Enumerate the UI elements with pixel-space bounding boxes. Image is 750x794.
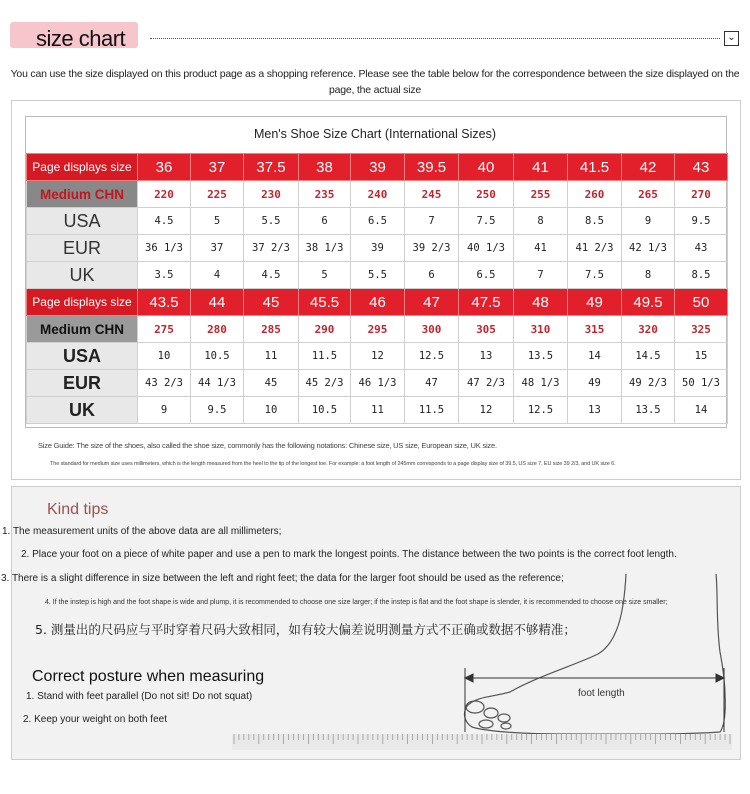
size-cell: 6: [299, 208, 351, 235]
size-cell: 230: [244, 181, 299, 208]
size-cell: 37.5: [244, 154, 299, 181]
tip-3: 3. There is a slight difference in size between the left and right feet; the data for the larger foot should be used as the reference;: [1, 573, 564, 584]
size-cell: 13.5: [622, 397, 675, 424]
size-cell: 10.5: [191, 343, 244, 370]
size-cell: 11.5: [299, 343, 351, 370]
size-cell: 42: [622, 154, 675, 181]
size-cell: 36 1/3: [138, 235, 191, 262]
size-cell: 45: [244, 370, 299, 397]
size-cell: 43.5: [138, 289, 191, 316]
tip-1: 1. The measurement units of the above data are all millimeters;: [2, 526, 282, 537]
size-cell: 250: [459, 181, 514, 208]
chn-size-row: [27, 316, 728, 343]
size-cell: 240: [351, 181, 405, 208]
dropdown-toggle[interactable]: [724, 31, 739, 46]
size-cell: 38: [299, 154, 351, 181]
size-cell: 41: [514, 154, 568, 181]
size-cell: 39: [351, 235, 405, 262]
ruler-graphic: [232, 734, 732, 750]
size-cell: 310: [514, 316, 568, 343]
size-cell: 48: [514, 289, 568, 316]
size-cell: 9: [622, 208, 675, 235]
size-cell: 10: [244, 397, 299, 424]
size-cell: 15: [675, 343, 728, 370]
row-label: EUR: [27, 370, 138, 397]
size-cell: 7.5: [568, 262, 622, 289]
uk-size-row: [27, 397, 728, 424]
size-cell: 47 2/3: [459, 370, 514, 397]
size-cell: 40 1/3: [459, 235, 514, 262]
size-cell: 12.5: [405, 343, 459, 370]
size-cell: 40: [459, 154, 514, 181]
size-cell: 8.5: [568, 208, 622, 235]
size-cell: 8: [514, 208, 568, 235]
posture-2: 2. Keep your weight on both feet: [23, 714, 167, 725]
foot-outline-icon: [465, 574, 726, 734]
size-cell: 11: [244, 343, 299, 370]
size-cell: 10: [138, 343, 191, 370]
size-cell: 44 1/3: [191, 370, 244, 397]
size-cell: 47.5: [459, 289, 514, 316]
size-cell: 12: [459, 397, 514, 424]
size-cell: 45 2/3: [299, 370, 351, 397]
size-cell: 43 2/3: [138, 370, 191, 397]
size-cell: 245: [405, 181, 459, 208]
row-label: Medium CHN: [27, 181, 138, 208]
size-cell: 44: [191, 289, 244, 316]
size-cell: 7: [514, 262, 568, 289]
size-cell: 49: [568, 370, 622, 397]
size-cell: 8: [622, 262, 675, 289]
row-label: USA: [27, 208, 138, 235]
usa-size-row: [27, 343, 728, 370]
tip-2: 2. Place your foot on a piece of white paper and use a pen to mark the longest points. The distance between the two points is the correct foot length.: [21, 549, 677, 560]
size-cell: 325: [675, 316, 728, 343]
eur-size-row: [27, 370, 728, 397]
foot-measure-diagram: [458, 572, 738, 754]
size-cell: 11: [351, 397, 405, 424]
size-cell: 9.5: [191, 397, 244, 424]
size-cell: 37: [191, 154, 244, 181]
size-cell: 39: [351, 154, 405, 181]
tips-heading: Kind tips: [47, 501, 109, 518]
tip-4: 4. If the instep is high and the foot shape is wide and plump, it is recommended to choose one size larger; if the instep is flat and the foot shape is slender, it is recommended to choose one size smaller;: [45, 599, 668, 606]
size-cell: 265: [622, 181, 675, 208]
chn-size-row: [27, 181, 728, 208]
chevron-down-icon: ⌄: [727, 32, 736, 43]
size-cell: 47: [405, 370, 459, 397]
size-cell: 7.5: [459, 208, 514, 235]
size-cell: 280: [191, 316, 244, 343]
page-title: size chart: [36, 26, 126, 51]
row-label: Page displays size: [27, 154, 138, 181]
size-cell: 320: [622, 316, 675, 343]
size-cell: 39.5: [405, 154, 459, 181]
size-cell: 4.5: [244, 262, 299, 289]
size-cell: 9: [138, 397, 191, 424]
size-cell: 45: [244, 289, 299, 316]
size-cell: 36: [138, 154, 191, 181]
size-cell: 3.5: [138, 262, 191, 289]
size-cell: 37: [191, 235, 244, 262]
size-cell: 5.5: [244, 208, 299, 235]
size-cell: 290: [299, 316, 351, 343]
size-cell: 43: [675, 154, 728, 181]
size-chart-title: [10, 22, 150, 52]
eur-size-row: [27, 235, 728, 262]
size-cell: 46 1/3: [351, 370, 405, 397]
size-cell: 38 1/3: [299, 235, 351, 262]
size-cell: 5: [191, 208, 244, 235]
size-cell: 14: [675, 397, 728, 424]
row-label: Page displays size: [27, 289, 138, 316]
page-size-row: [27, 154, 728, 181]
size-table: [26, 153, 728, 424]
size-guide-line-2: The standard for medium size uses millimeters, which is the length measured from the heel to the tip of the longest toe. For example: a foot length of 245mm corresponds to a page display size of 39.5, US size 7, EU size 39 2/3, and UK size 6.: [50, 461, 616, 467]
size-cell: 9.5: [675, 208, 728, 235]
size-cell: 42 1/3: [622, 235, 675, 262]
size-cell: 14: [568, 343, 622, 370]
size-cell: 48 1/3: [514, 370, 568, 397]
posture-heading: Correct posture when measuring: [32, 668, 265, 685]
size-cell: 5: [299, 262, 351, 289]
size-cell: 50 1/3: [675, 370, 728, 397]
title-divider: [150, 38, 720, 39]
size-cell: 47: [405, 289, 459, 316]
page-size-row: [27, 289, 728, 316]
row-label: UK: [27, 397, 138, 424]
size-cell: 4.5: [138, 208, 191, 235]
size-cell: 305: [459, 316, 514, 343]
size-cell: 225: [191, 181, 244, 208]
size-cell: 8.5: [675, 262, 728, 289]
intro-line-1: You can use the size displayed on this product page as a shopping reference. Please see the table below for the correspondence between the size displayed on the page, the actual size: [10, 68, 740, 96]
size-cell: 41.5: [568, 154, 622, 181]
size-cell: 6.5: [459, 262, 514, 289]
size-cell: 39 2/3: [405, 235, 459, 262]
size-cell: 37 2/3: [244, 235, 299, 262]
usa-size-row: [27, 208, 728, 235]
size-cell: 46: [351, 289, 405, 316]
size-cell: 49: [568, 289, 622, 316]
ruler-ticks: [234, 734, 730, 744]
size-cell: 295: [351, 316, 405, 343]
size-cell: 12.5: [514, 397, 568, 424]
size-cell: 315: [568, 316, 622, 343]
row-label: EUR: [27, 235, 138, 262]
size-cell: 300: [405, 316, 459, 343]
row-label: Medium CHN: [27, 316, 138, 343]
uk-size-row: [27, 262, 728, 289]
size-cell: 260: [568, 181, 622, 208]
size-cell: 220: [138, 181, 191, 208]
size-cell: 49 2/3: [622, 370, 675, 397]
row-label: USA: [27, 343, 138, 370]
row-label: UK: [27, 262, 138, 289]
size-cell: 49.5: [622, 289, 675, 316]
size-cell: 12: [351, 343, 405, 370]
table-title: Men's Shoe Size Chart (International Sizes): [253, 127, 497, 141]
size-cell: 275: [138, 316, 191, 343]
posture-1: 1. Stand with feet parallel (Do not sit! Do not squat): [26, 691, 253, 702]
tip-5: 5. 测量出的尺码应与平时穿着尺码大致相同，如有较大偏差说明测量方式不正确或数据不够精准；: [35, 622, 576, 637]
size-cell: 45.5: [299, 289, 351, 316]
size-cell: 11.5: [405, 397, 459, 424]
size-cell: 4: [191, 262, 244, 289]
size-cell: 6: [405, 262, 459, 289]
size-cell: 13: [568, 397, 622, 424]
foot-length-label: foot length: [578, 688, 625, 699]
size-cell: 285: [244, 316, 299, 343]
size-cell: 41 2/3: [568, 235, 622, 262]
size-cell: 43: [675, 235, 728, 262]
size-cell: 13.5: [514, 343, 568, 370]
size-cell: 5.5: [351, 262, 405, 289]
size-cell: 235: [299, 181, 351, 208]
size-cell: 255: [514, 181, 568, 208]
size-cell: 6.5: [351, 208, 405, 235]
size-cell: 7: [405, 208, 459, 235]
size-cell: 14.5: [622, 343, 675, 370]
size-cell: 270: [675, 181, 728, 208]
size-cell: 50: [675, 289, 728, 316]
size-cell: 13: [459, 343, 514, 370]
size-cell: 41: [514, 235, 568, 262]
size-cell: 10.5: [299, 397, 351, 424]
size-guide-line-1: Size Guide: The size of the shoes, also called the shoe size, commonly has the following notations: Chinese size, US size, European size, UK size.: [38, 441, 497, 450]
